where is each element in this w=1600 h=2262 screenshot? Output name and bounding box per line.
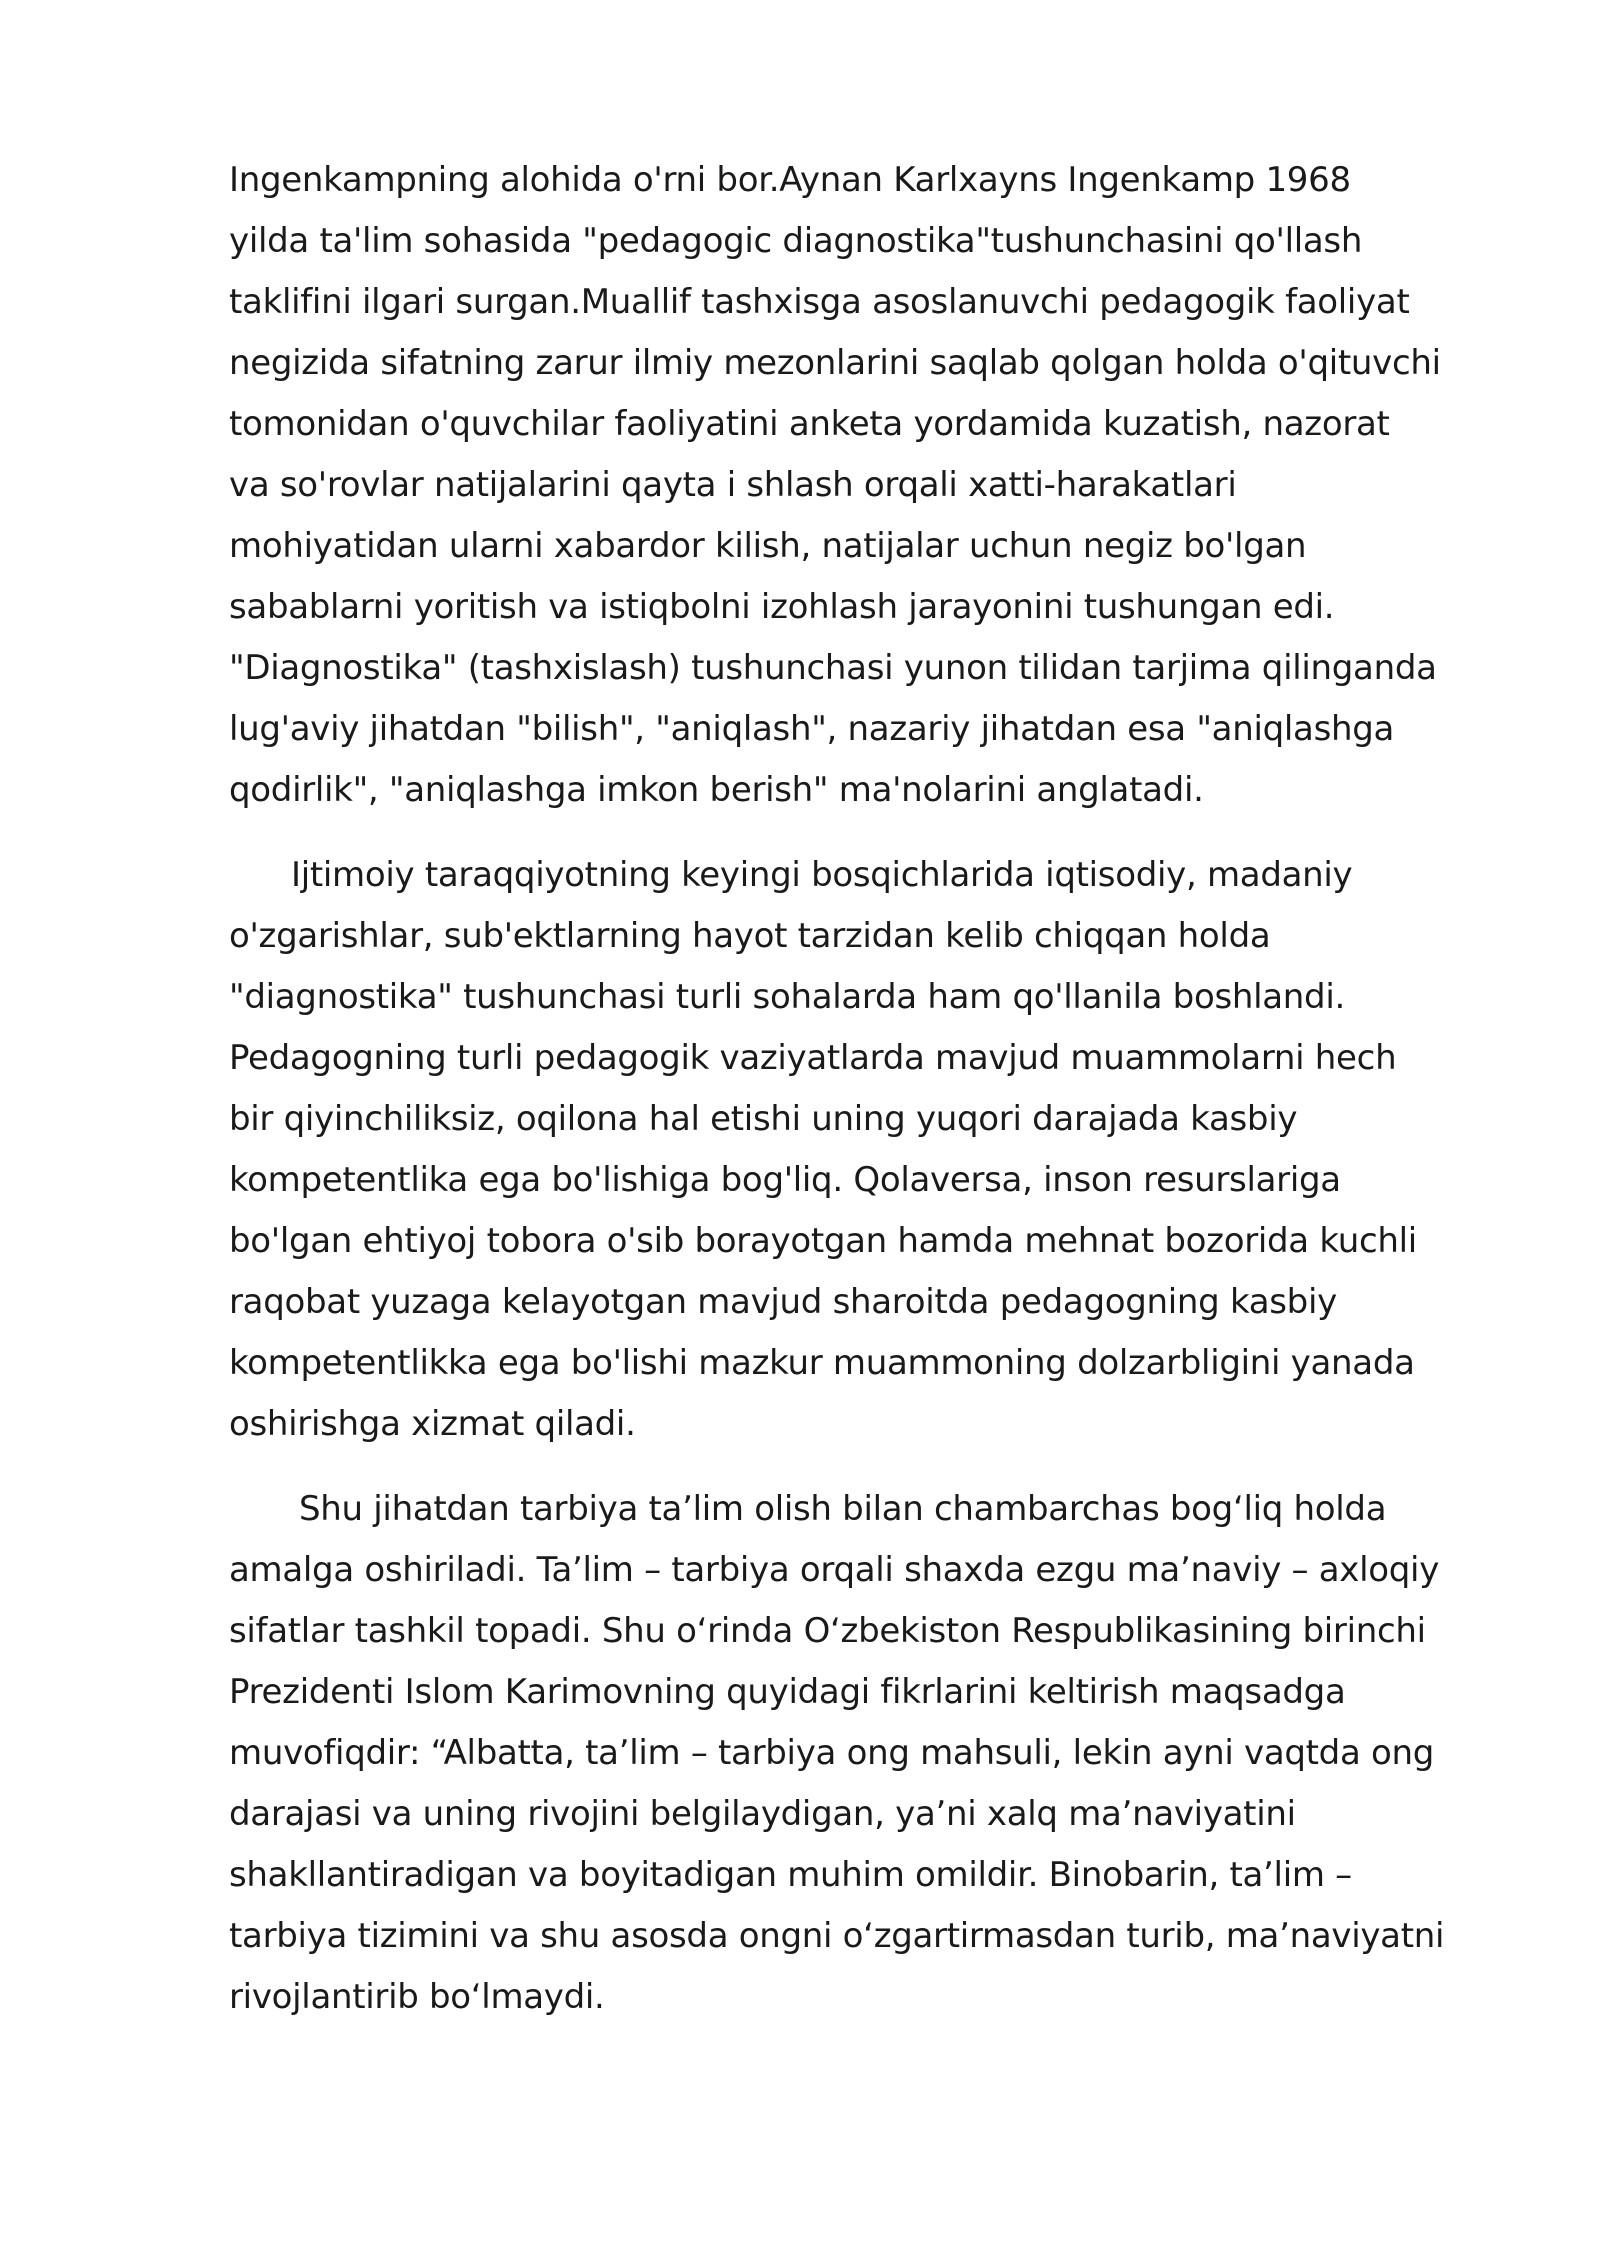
text-line: Pedagogning turli pedagogik vaziyatlarda mavjud muammolarni hech — [229, 1038, 1397, 1078]
text-line: Prezidenti Islom Karimovning quyidagi fikrlarini keltirish maqsadga — [229, 1672, 1346, 1712]
text-line: lug'aviy jihatdan "bilish", "aniqlash", nazariy jihatdan esa "aniqlashga — [229, 709, 1395, 749]
text-line: qodirlik", "aniqlashga imkon berish" ma'nolarini anglatadi. — [229, 770, 1204, 810]
text-line: taklifini ilgari surgan.Muallif tashxisga asoslanuvchi pedagogik faoliyat — [229, 282, 1410, 322]
text-line: Ijtimoiy taraqqiyotning keyingi bosqichlarida iqtisodiy, madaniy — [291, 855, 1353, 895]
text-line: mohiyatidan ularni xabardor kilish, natijalar uchun negiz bo'lgan — [229, 526, 1307, 566]
text-line: bo'lgan ehtiyoj tobora o'sib borayotgan hamda mehnat bozorida kuchli — [229, 1221, 1417, 1261]
text-line: Ingenkampning alohida o'rni bor.Aynan Karlxayns Ingenkamp 1968 — [229, 160, 1351, 200]
text-line: kompetentlika ega bo'lishiga bog'liq. Qolaversa, inson resurslariga — [229, 1160, 1341, 1200]
text-line: muvofiqdir: “Albatta, ta’lim – tarbiya ong mahsuli, lekin ayni vaqtda ong — [229, 1733, 1435, 1773]
paragraph-1 — [229, 150, 1489, 821]
document-page — [229, 150, 1489, 2028]
text-line: tarbiya tizimini va shu asosda ongni o‘zgartirmasdan turib, ma’naviyatni — [229, 1916, 1445, 1956]
text-line: yilda ta'lim sohasida "pedagogic diagnostika"tushunchasini qo'llash — [229, 221, 1363, 261]
text-line: negizida sifatning zarur ilmiy mezonlarini saqlab qolgan holda o'qituvchi — [229, 343, 1441, 383]
text-line: Shu jihatdan tarbiya ta’lim olish bilan chambarchas bog‘liq holda — [299, 1489, 1387, 1529]
text-line: o'zgarishlar, sub'ektlarning hayot tarzidan kelib chiqqan holda — [229, 916, 1271, 956]
text-line: bir qiyinchiliksiz, oqilona hal etishi uning yuqori darajada kasbiy — [229, 1099, 1298, 1139]
paragraph-2 — [229, 845, 1489, 1455]
text-line: va so'rovlar natijalarini qayta i shlash orqali xatti-harakatlari — [229, 465, 1237, 505]
text-line: shakllantiradigan va boyitadigan muhim omildir. Binobarin, ta’lim – — [229, 1855, 1352, 1895]
text-line: raqobat yuzaga kelayotgan mavjud sharoitda pedagogning kasbiy — [229, 1282, 1337, 1322]
text-line: amalga oshiriladi. Ta’lim – tarbiya orqali shaxda ezgu ma’naviy – axloqiy — [229, 1550, 1440, 1590]
text-line: kompetentlikka ega bo'lishi mazkur muammoning dolzarbligini yanada — [229, 1343, 1415, 1383]
text-line: oshirishga xizmat qiladi. — [229, 1404, 636, 1444]
text-line: tomonidan o'quvchilar faoliyatini anketa yordamida kuzatish, nazorat — [229, 404, 1390, 444]
text-line: "Diagnostika" (tashxislash) tushunchasi yunon tilidan tarjima qilinganda — [229, 648, 1437, 688]
text-line: sabablarni yoritish va istiqbolni izohlash jarayonini tushungan edi. — [229, 587, 1335, 627]
text-line: "diagnostika" tushunchasi turli sohalarda ham qo'llanila boshlandi. — [229, 977, 1345, 1017]
text-line: sifatlar tashkil topadi. Shu o‘rinda O‘zbekiston Respublikasining birinchi — [229, 1611, 1426, 1651]
text-line: darajasi va uning rivojini belgilaydigan, ya’ni xalq ma’naviyatini — [229, 1794, 1296, 1834]
text-line: rivojlantirib bo‘lmaydi. — [229, 1977, 605, 2017]
paragraph-3 — [229, 1479, 1489, 2028]
